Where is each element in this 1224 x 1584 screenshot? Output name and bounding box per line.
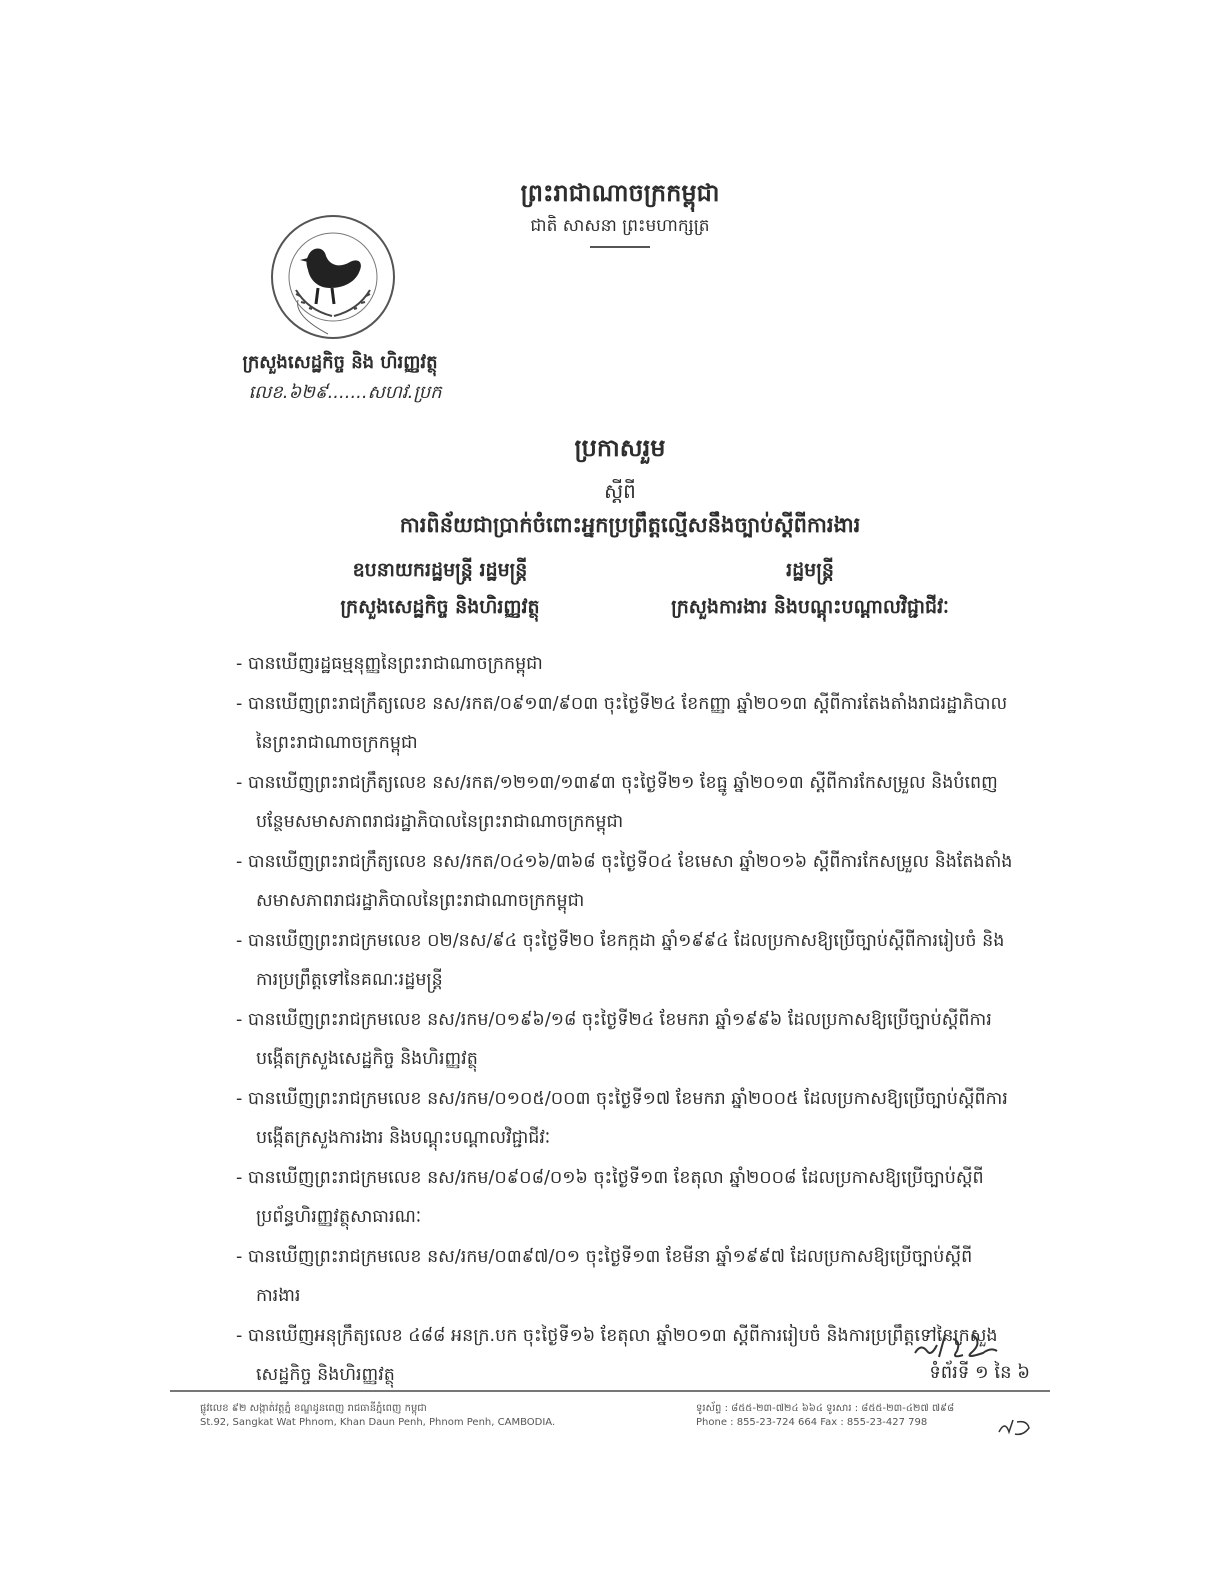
list-item: - បានឃើញព្រះរាជក្រឹត្យលេខ នស/រកត/០៤១៦/៣៦៨ ចុះថ្ងៃទី០៤ ខែមេសា ឆ្នាំ២០១៦ ស្តីពីការកែសម្រួល និងតែងតាំងសមាសភាពរាជរដ្ឋាភិបាលនៃព្រះរាជាណាចក្រកម្ពុជា	[236, 851, 1013, 911]
ministry-name: ក្រសួងសេដ្ឋកិច្ច និង ហិរញ្ញវត្ថុ	[242, 352, 438, 373]
page-number: ទំព័រទី ១ នៃ ៦	[929, 1362, 1030, 1383]
footer-address-en: St.92, Sangkat Wat Phnom, Khan Daun Penh, Phnom Penh, CAMBODIA.	[200, 1417, 556, 1428]
list-item: - បានឃើញព្រះរាជក្រមលេខ នស/រកម/០៣៩៧/០១ ចុះថ្ងៃទី១៣ ខែមីនា ឆ្នាំ១៩៩៧ ដែលប្រកាសឱ្យប្រើច្បាប់ស្តីពីការងារ	[236, 1246, 973, 1306]
footer-initials-graphic	[995, 1416, 1035, 1438]
kingdom-heading: ព្រះរាជាណាចក្រកម្ពុជា	[520, 179, 720, 207]
list-item: - បានឃើញអនុក្រឹត្យលេខ ៤៨៨ អនក្រ.បក ចុះថ្ងៃទី១៦ ខែតុលា ឆ្នាំ២០១៣ ស្តីពីការរៀបចំ និងការប្រព្រឹត្តទៅនៃក្រសួងសេដ្ឋកិច្ច និងហិរញ្ញវត្ថុ	[236, 1325, 998, 1385]
footer-initials	[995, 1416, 1035, 1438]
signatory-right-title: រដ្ឋមន្ត្រី	[786, 559, 834, 581]
list-item: - បានឃើញព្រះរាជក្រឹត្យលេខ នស/រកត/០៩១៣/៩០៣ ចុះថ្ងៃទី២៤ ខែកញ្ញា ឆ្នាំ២០១៣ ស្តីពីការតែងតាំងរាជរដ្ឋាភិបាលនៃព្រះរាជាណាចក្រកម្ពុជា	[236, 693, 1008, 753]
footer-divider	[170, 1390, 1050, 1392]
national-motto: ជាតិ សាសនា ព្រះមហាក្សត្រ	[530, 216, 710, 236]
concerning-label: ស្តីពី	[604, 479, 636, 503]
signatory-left	[285, 552, 595, 626]
list-item: - បានឃើញព្រះរាជក្រមលេខ នស/រកម/០៩០៨/០១៦ ចុះថ្ងៃទី១៣ ខែតុលា ឆ្នាំ២០០៨ ដែលប្រកាសឱ្យប្រើច្បាប់ស្តីពីប្រព័ន្ធហិរញ្ញវត្ថុសាធារណៈ	[236, 1167, 984, 1227]
document-subject: ការពិន័យជាប្រាក់ចំពោះអ្នកប្រព្រឹត្តល្មើសនឹងច្បាប់ស្តីពីការងារ	[399, 513, 861, 537]
list-item: - បានឃើញរដ្ឋធម្មនុញ្ញនៃព្រះរាជាណាចក្រកម្ពុជា	[236, 654, 543, 674]
considerations-list	[236, 645, 1016, 1396]
list-item: - បានឃើញព្រះរាជក្រមលេខ នស/រកម/០១៩៦/១៨ ចុះថ្ងៃទី២៤ ខែមករា ឆ្នាំ១៩៩៦ ដែលប្រកាសឱ្យប្រើច្បាប់ស្តីពីការបង្កើតក្រសួងសេដ្ឋកិច្ច និងហិរញ្ញវត្ថុ	[236, 1009, 992, 1069]
list-item: - បានឃើញព្រះរាជក្រឹត្យលេខ នស/រកត/១២១៣/១៣៩៣ ចុះថ្ងៃទី២១ ខែធ្នូ ឆ្នាំ២០១៣ ស្តីពីការកែសម្រួល និងបំពេញបន្ថែមសមាសភាពរាជរដ្ឋាភិបាលនៃព្រះរាជាណាចក្រកម្ពុជា	[236, 772, 998, 832]
seal-graphic	[268, 212, 398, 342]
footer-contact	[696, 1402, 1026, 1430]
list-item: - បានឃើញព្រះរាជក្រមលេខ នស/រកម/០១០៥/០០៣ ចុះថ្ងៃទី១៧ ខែមករា ឆ្នាំ២០០៥ ដែលប្រកាសឱ្យប្រើច្បាប់ស្តីពីការបង្កើតក្រសួងការងារ និងបណ្តុះបណ្តាលវិជ្ជាជីវៈ	[236, 1088, 1008, 1148]
initials-graphic	[895, 1325, 1025, 1365]
signatory-left-ministry: ក្រសួងសេដ្ឋកិច្ច និងហិរញ្ញវត្ថុ	[340, 596, 540, 618]
list-item: - បានឃើញព្រះរាជក្រមលេខ ០២/នស/៩៤ ចុះថ្ងៃទី២០ ខែកក្កដា ឆ្នាំ១៩៩៤ ដែលប្រកាសឱ្យប្រើច្បាប់ស្តីពីការរៀបចំ និងការប្រព្រឹត្តទៅនៃគណៈរដ្ឋមន្ត្រី	[236, 930, 1005, 990]
motto-divider	[590, 246, 650, 248]
footer-address-km: ផ្លូវលេខ ៩២ សង្កាត់វត្តភ្នំ ខណ្ឌដូនពេញ រាជធានីភ្នំពេញ កម្ពុជា	[200, 1403, 427, 1414]
rooster-emblem-seal	[268, 212, 398, 342]
reference-number: លេខ.៦២៩.......សហវ.ប្រក	[248, 382, 442, 403]
signatory-left-title: ឧបនាយករដ្ឋមន្ត្រី រដ្ឋមន្ត្រី	[352, 559, 528, 581]
footer-contact-en: Phone : 855-23-724 664 Fax : 855-23-427 798	[696, 1417, 928, 1428]
footer-address	[200, 1402, 600, 1430]
handwritten-initials	[895, 1325, 1025, 1365]
document-title: ប្រកាសរួម	[574, 434, 666, 462]
signatory-right	[600, 552, 1020, 626]
signatory-right-ministry: ក្រសួងការងារ និងបណ្តុះបណ្តាលវិជ្ជាជីវៈ	[671, 596, 949, 618]
footer-contact-km: ទូរស័ព្ទ : ៨៥៥-២៣-៧២៤ ៦៦៤ ទូរសារ : ៨៥៥-២៣-៤២៧ ៧៩៨	[696, 1403, 955, 1414]
